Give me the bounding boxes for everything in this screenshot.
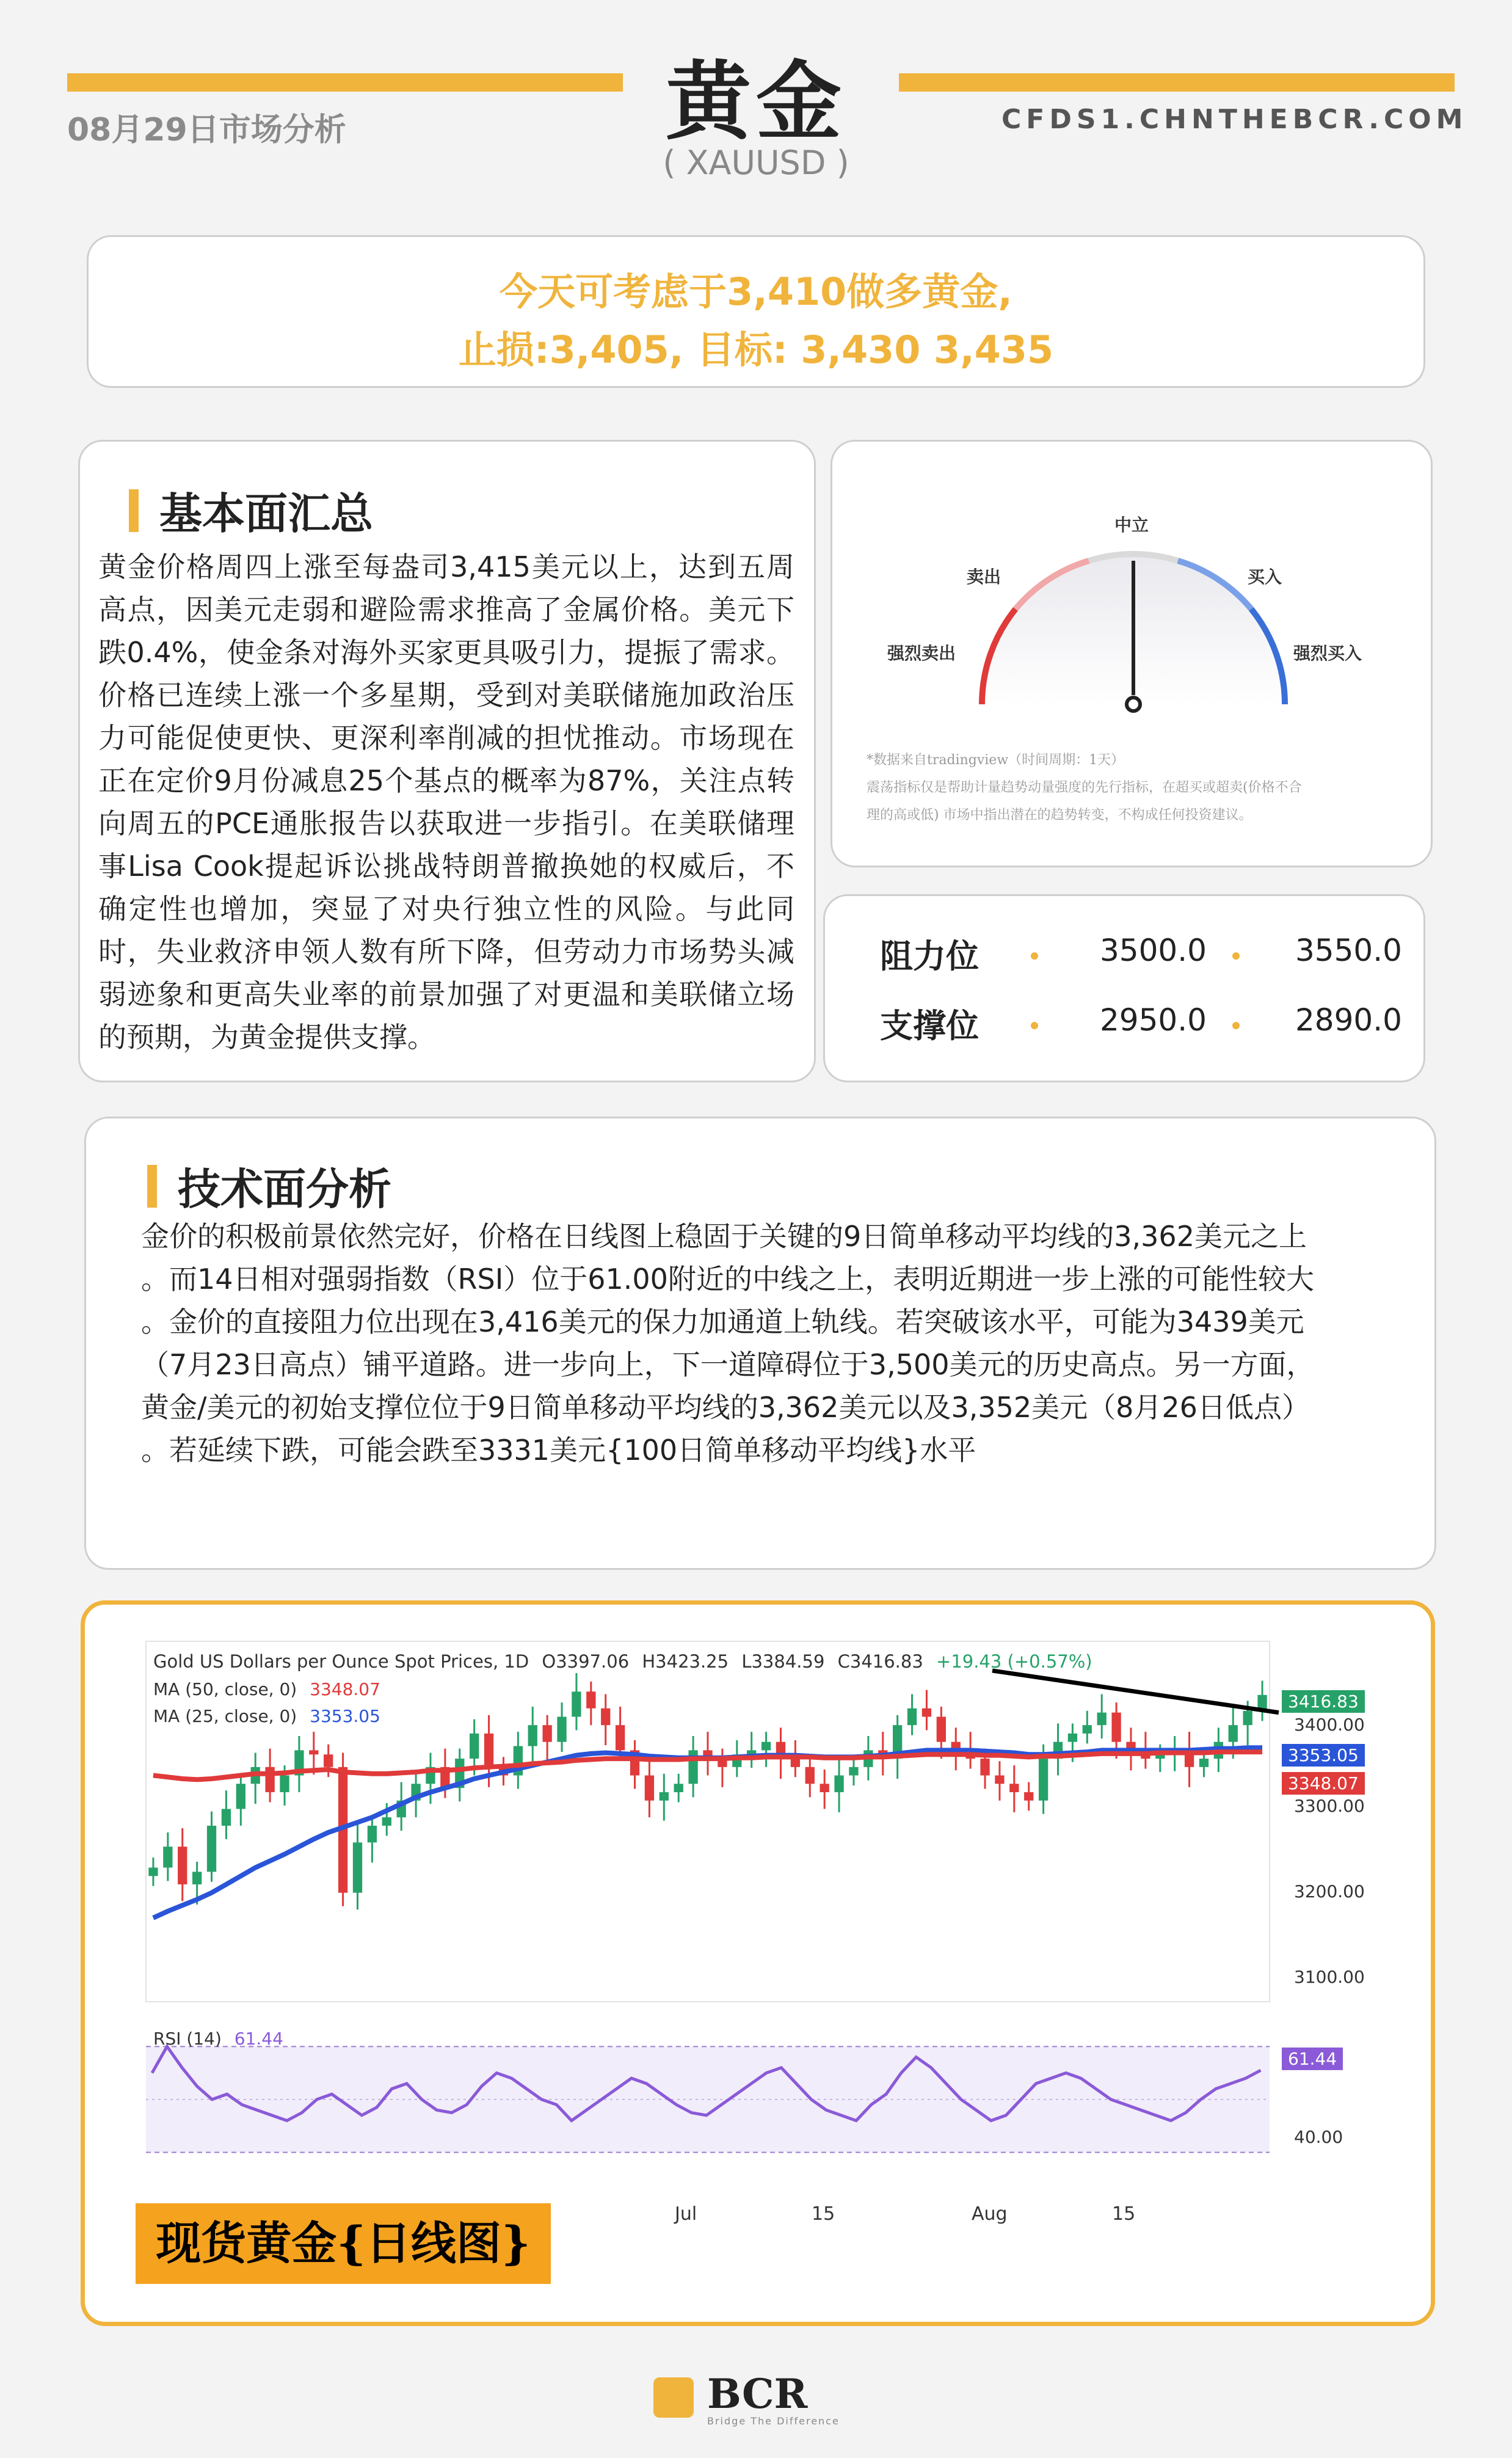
price-axis-3400: 3400.00 — [1294, 1715, 1365, 1735]
technical-card — [84, 1117, 1436, 1570]
candle-body — [849, 1767, 858, 1776]
gauge-note-1: *数据来自tradingview（时间周期：1天） — [867, 753, 1125, 768]
candle-body — [922, 1709, 931, 1717]
header-bar-right — [899, 73, 1455, 92]
price-tag-last: 3416.83 — [1282, 1690, 1365, 1713]
gauge-note-3: 理的高或低) 市场中指出潜在的趋势转变，不构成任何投资建议。 — [867, 808, 1252, 823]
logo-mark-icon — [653, 2377, 694, 2418]
ohlc-close: C3416.83 — [837, 1651, 923, 1672]
candle-body — [192, 1872, 202, 1884]
website-label[interactable]: CFDS1.CHNTHEBCR.COM — [1001, 104, 1468, 135]
ohlc-change: +19.43 (+0.57%) — [936, 1651, 1092, 1672]
candle-body — [572, 1691, 581, 1716]
gauge-note-2: 震荡指标仅是帮助计量趋势动量强度的先行指标，在超买或超卖(价格不合 — [867, 780, 1302, 795]
trend-line — [992, 1671, 1279, 1713]
candle-body — [674, 1784, 683, 1792]
ma25-label: MA (25, close, 0) — [153, 1706, 297, 1726]
ohlc-open: O3397.06 — [542, 1651, 630, 1672]
gauge-card — [831, 440, 1433, 867]
candle-body — [791, 1759, 800, 1767]
candle-body — [688, 1750, 697, 1784]
technical-line-3: 。金价的直接阻力位出现在3,416美元的保力加通道上轨线。若突破该水平，可能为3439美元 — [141, 1305, 1304, 1338]
candle-body — [265, 1767, 274, 1792]
recommendation-line-2: 止损:3,405, 目标: 3,430 3,435 — [458, 327, 1054, 372]
candle-body — [1068, 1734, 1077, 1742]
candle-body — [280, 1776, 289, 1792]
resistance-value-2: 3550.0 — [1295, 933, 1402, 968]
candle-body — [236, 1784, 245, 1809]
resistance-dot-2 — [1232, 952, 1240, 960]
candle-body — [542, 1725, 551, 1741]
technical-line-2: 。而14日相对强弱指数（RSI）位于61.00附近的中线之上，表明近期进一步上涨的可能性较大 — [141, 1263, 1314, 1296]
candle-body — [1024, 1792, 1033, 1801]
candle-body — [382, 1817, 391, 1826]
chart-title-text: Gold US Dollars per Ounce Spot Prices, 1D — [153, 1651, 529, 1672]
candle-body — [645, 1776, 654, 1801]
candle-body — [1083, 1725, 1092, 1734]
technical-heading — [147, 1155, 391, 1217]
ma50-label: MA (50, close, 0) — [153, 1679, 297, 1699]
candle-body — [805, 1767, 815, 1784]
gauge-label-neutral: 中立 — [1114, 515, 1149, 535]
rsi-tag: 61.44 — [1282, 2048, 1343, 2070]
candle-body — [1243, 1711, 1252, 1725]
resistance-label: 阻力位 — [880, 937, 979, 976]
x-tick-aug: Aug — [972, 2203, 1008, 2225]
x-tick-jul: Jul — [675, 2203, 697, 2225]
candle-body — [820, 1784, 829, 1792]
rsi-label: RSI (14) — [153, 2029, 222, 2049]
technical-line-5: 黄金/美元的初始支撑位位于9日简单移动平均线的3,362美元以及3,352美元（8月26日低点） — [141, 1391, 1310, 1424]
chart-card — [81, 1600, 1435, 2326]
ma25-legend — [153, 1706, 380, 1726]
recommendation-line-1: 今天可考虑于3,410做多黄金, — [500, 269, 1012, 314]
candle-body — [586, 1691, 595, 1708]
gauge-label-buy: 买入 — [1248, 567, 1282, 587]
logo-tagline: Bridge The Difference — [707, 2415, 840, 2427]
candle-body — [557, 1716, 566, 1741]
ma25-value: 3353.05 — [310, 1706, 380, 1726]
candle-body — [178, 1847, 187, 1884]
fundamentals-title: 基本面汇总 — [159, 489, 373, 539]
gauge-pivot — [1127, 698, 1140, 711]
resistance-value-1: 3500.0 — [1100, 933, 1207, 968]
candle-body — [937, 1716, 946, 1741]
candle-body — [1009, 1784, 1019, 1792]
candle-body — [601, 1709, 610, 1725]
technical-line-1: 金价的积极前景依然完好，价格在日线图上稳固于关键的9日简单移动平均线的3,362美元之上 — [141, 1220, 1307, 1253]
candle-body — [907, 1709, 917, 1725]
page-title: 黄金 — [665, 53, 846, 152]
gauge-label-strong-sell: 强烈卖出 — [887, 643, 956, 663]
ohlc-low: L3384.59 — [741, 1651, 825, 1672]
recommendation-card — [87, 235, 1425, 388]
page-subtitle: ( XAUUSD ) — [663, 144, 849, 182]
candle-body — [660, 1792, 669, 1801]
resistance-dot-1 — [1031, 952, 1038, 960]
fundamentals-heading — [129, 480, 373, 541]
technical-line-6: 。若延续下跌，可能会跌至3331美元{100日简单移动平均线}水平 — [141, 1434, 976, 1467]
rsi-legend — [153, 2029, 283, 2049]
price-tag-ma25: 3353.05 — [1282, 1744, 1365, 1767]
fundamentals-text: 黄金价格周四上涨至每盎司3,415美元以上，达到五周高点，因美元走弱和避险需求推高了金属价格。美元下跌0.4%，使金条对海外买家更具吸引力，提振了需求。价格已连续上涨一个多星期，受到对美联储施加政治压力可能促使更快、更深利率削减的担忧推动。市场现在正在定价9月份减息25个基点的概率为87%，关注点转向周五的PCE通胀报告以获取进一步指引。在美联储理事Lisa Cook提起诉讼挑战特朗普撤换她的权威后，不确定性也增加，突显了对央行独立性的风险。与此同时，失业救济申领人数有所下降，但劳动力市场势头减弱迹象和更高失业率的前景加强了对更温和美联储立场的预期，为黄金提供支撑。 — [98, 550, 794, 1054]
candle-body — [324, 1754, 333, 1767]
technical-title: 技术面分析 — [178, 1164, 391, 1214]
fundamentals-card — [78, 440, 816, 1082]
support-value-2: 2890.0 — [1295, 1002, 1402, 1038]
candle-body — [995, 1776, 1004, 1784]
candle-body — [368, 1826, 377, 1842]
x-tick-jul-15: 15 — [812, 2203, 835, 2225]
candle-body — [353, 1842, 362, 1892]
technical-line-4: （7月23日高点）铺平道路。进一步向上，下一道障碍位于3,500美元的历史高点。另一方面， — [141, 1348, 1315, 1381]
levels-card — [823, 894, 1425, 1082]
chart-caption: 现货黄金{日线图} — [136, 2203, 551, 2284]
candle-body — [163, 1847, 172, 1867]
ma50-legend — [153, 1679, 380, 1699]
price-tag-ma50: 3348.07 — [1282, 1772, 1365, 1795]
candle-body — [309, 1750, 318, 1754]
support-dot-1 — [1031, 1022, 1038, 1029]
candle-body — [207, 1826, 216, 1872]
header-bar-left — [67, 73, 623, 92]
candle-body — [484, 1734, 493, 1767]
candle-body — [761, 1742, 771, 1751]
candle-body — [222, 1809, 231, 1825]
price-axis-3100: 3100.00 — [1294, 1967, 1365, 1987]
candle-body — [148, 1867, 158, 1876]
candle-body — [1199, 1759, 1209, 1767]
support-dot-2 — [1232, 1022, 1240, 1029]
candle-body — [1229, 1725, 1238, 1741]
candle-body — [1097, 1713, 1107, 1726]
candle-body — [1111, 1713, 1121, 1742]
ohlc-high: H3423.25 — [642, 1651, 729, 1672]
price-axis-3200: 3200.00 — [1294, 1881, 1365, 1902]
candle-body — [834, 1776, 843, 1792]
heading-accent — [129, 489, 139, 532]
candle-body — [470, 1734, 479, 1759]
rsi-value: 61.44 — [234, 2029, 283, 2049]
heading-accent — [147, 1165, 157, 1208]
candle-body — [616, 1725, 625, 1750]
gauge-label-strong-buy: 强烈买入 — [1293, 643, 1362, 663]
x-tick-aug-15: 15 — [1112, 2203, 1136, 2225]
candle-body — [980, 1759, 989, 1775]
chart-title — [153, 1651, 1092, 1672]
support-label: 支撑位 — [880, 1007, 979, 1045]
footer-logo — [653, 2370, 861, 2431]
price-axis-3300: 3300.00 — [1294, 1796, 1365, 1816]
rsi-axis-40: 40.00 — [1294, 2127, 1343, 2147]
date-label: 08月29日市场分析 — [67, 112, 346, 148]
gauge-label-sell: 卖出 — [967, 567, 1001, 587]
logo-text: BCR — [707, 2370, 808, 2418]
ma50-value: 3348.07 — [310, 1679, 380, 1699]
support-value-1: 2950.0 — [1100, 1002, 1207, 1038]
candle-body — [1039, 1759, 1048, 1801]
candle-body — [528, 1725, 537, 1746]
